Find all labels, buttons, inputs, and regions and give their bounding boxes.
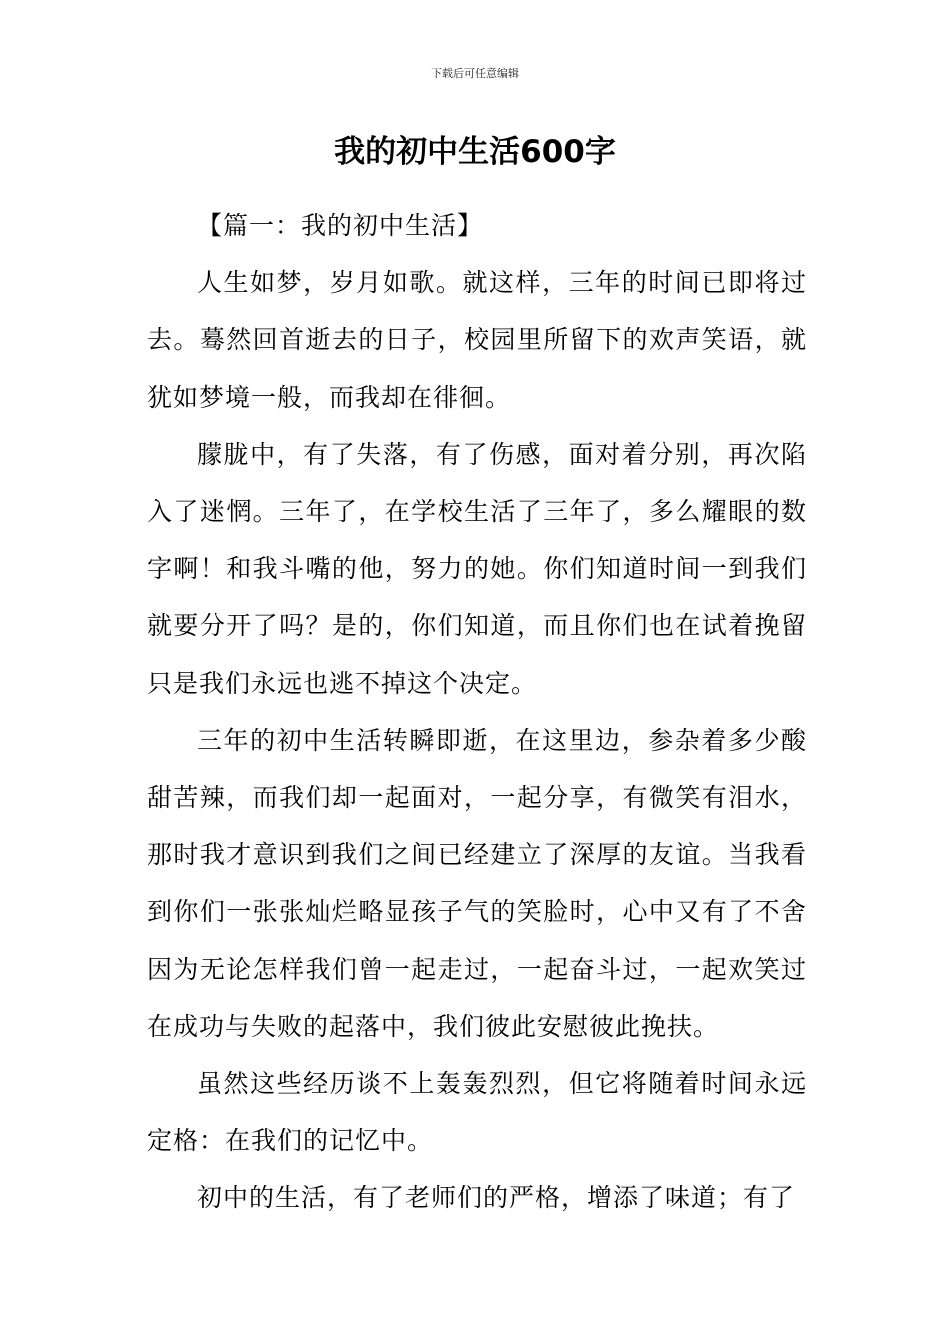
paragraph: 虽然这些经历谈不上轰轰烈烈，但它将随着时间永远定格：在我们的记忆中。 — [147, 1069, 807, 1156]
paragraph: 初中的生活，有了老师们的严格，增添了味道；有了 — [197, 1183, 796, 1213]
page-header-note: 下载后可任意编辑 — [431, 67, 519, 80]
paragraph: 三年的初中生活转瞬即逝，在这里边，参杂着多少酸甜苦辣，而我们却一起面对，一起分享，有微笑有泪水，那时我才意识到我们之间已经建立了深厚的友谊。当我看到你们一张张灿烂略显孩子气的笑脸时，心中又有了不舍因为无论怎样我们曾一起走过，一起奋斗过，一起欢笑过在成功与失败的起落中，我们彼此安慰彼此挽扶。 — [147, 725, 807, 1041]
document-title: 我的初中生活600字 — [334, 134, 616, 170]
document-body — [147, 197, 807, 1227]
section-heading: 【篇一：我的初中生活】 — [197, 211, 484, 240]
paragraph: 朦胧中，有了失落，有了伤感，面对着分别，再次陷入了迷惘。三年了，在学校生活了三年了，多么耀眼的数字啊！和我斗嘴的他，努力的她。你们知道时间一到我们就要分开了吗？是的，你们知道，而且你们也在试着挽留只是我们永远也逃不掉这个决定。 — [147, 439, 807, 698]
paragraph: 人生如梦，岁月如歌。就这样，三年的时间已即将过去。蓦然回首逝去的日子，校园里所留下的欢声笑语，就犹如梦境一般，而我却在徘徊。 — [147, 268, 807, 412]
